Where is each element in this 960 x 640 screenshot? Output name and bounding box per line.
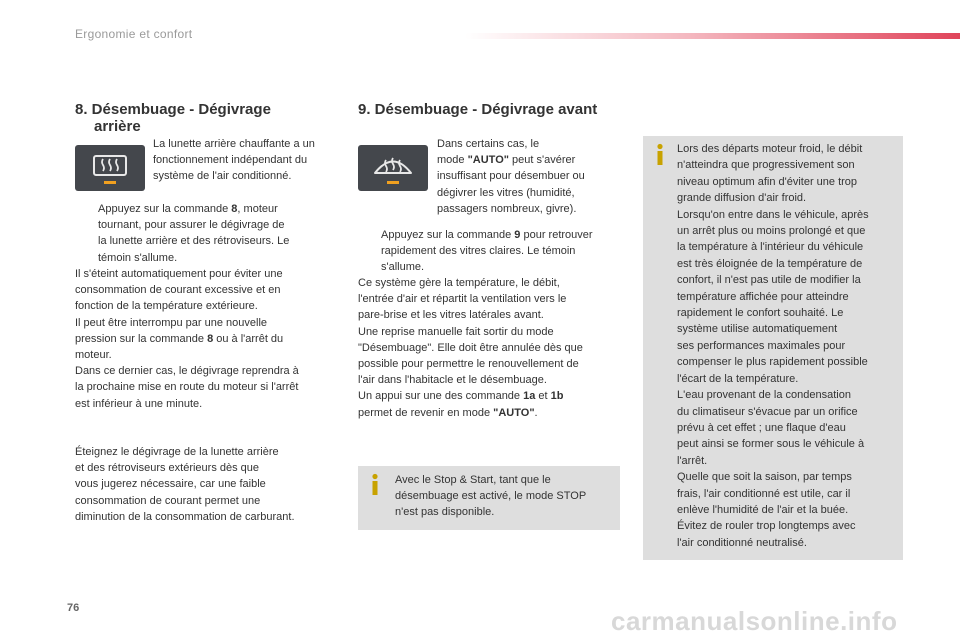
rear-defrost-instruction — [98, 201, 289, 266]
page-number: 76 — [67, 602, 80, 614]
text-line: témoin s'allume. — [98, 251, 178, 264]
text-line: Quelle que soit la saison, par temps — [677, 471, 852, 484]
text-line: Lors des départs moteur froid, le débit — [677, 143, 863, 155]
text-line: rapidement le confort souhaité. Le — [677, 307, 844, 320]
text-line: tournant, pour assurer le dégivrage de — [98, 219, 285, 232]
text-line: Avec le Stop & Start, tant que le — [395, 474, 551, 486]
heading-rear-defrost — [75, 101, 271, 135]
comfort-info-text — [677, 141, 869, 551]
text-line: frais, l'air conditionné est utile, car il — [677, 487, 851, 500]
text-line: fonctionnement indépendant du — [153, 154, 308, 167]
text-line: est très éloignée de la température de — [677, 257, 863, 270]
text-line: Il peut être interrompu par une nouvelle — [75, 316, 268, 329]
text-line: mode "AUTO" peut s'avérer — [437, 154, 576, 167]
front-defrost-button — [358, 145, 428, 191]
text-line: l'air conditionné neutralisé. — [677, 536, 807, 549]
section-title: Ergonomie et confort — [75, 27, 193, 41]
heading-front-defrost: 9. Désembuage - Dégivrage avant — [358, 101, 598, 118]
text-line: Lorsqu'on entre dans le véhicule, après — [677, 208, 869, 221]
text-line: Évitez de rouler trop longtemps avec — [677, 520, 856, 533]
text-line: insuffisant pour désembuer ou — [437, 170, 585, 183]
text-line: n'atteindra que progressivement son — [677, 159, 855, 172]
text-line: dégivrer les vitres (humidité, — [437, 186, 575, 199]
text-line: Il s'éteint automatiquement pour éviter une — [75, 268, 283, 280]
text-line: est inférieur à une minute. — [75, 397, 203, 410]
text-line: L'eau provenant de la condensation — [677, 389, 851, 402]
text-line: Éteignez le dégivrage de la lunette arrière — [75, 446, 279, 458]
watermark: carmanualsonline.info — [611, 606, 898, 636]
text-line: pare-brise et les vitres latérales avant. — [358, 309, 544, 322]
text-line: Une reprise manuelle fait sortir du mode — [358, 325, 554, 338]
info-icon — [368, 473, 382, 497]
info-icon — [653, 143, 667, 167]
text-line: la température à l'intérieur du véhicule — [677, 241, 864, 254]
text-line: Dans certains cas, le — [437, 138, 540, 150]
text-line: pression sur la commande 8 ou à l'arrêt du — [75, 332, 284, 345]
text-line: diminution de la consommation de carburant. — [75, 510, 295, 523]
text-line: peut ainsi se former sous le véhicule à — [677, 438, 865, 451]
text-line: possible pour permettre le renouvellement de — [358, 358, 579, 371]
text-line: désembuage est activé, le mode STOP — [395, 490, 587, 503]
text-line: vous jugerez nécessaire, car une faible — [75, 478, 266, 491]
text-line: s'allume. — [381, 261, 425, 274]
comfort-info-box — [643, 136, 903, 560]
text-line: système utilise automatiquement — [677, 323, 838, 336]
text-line: la lunette arrière et des rétroviseurs. Le — [98, 235, 290, 248]
text-line: Appuyez sur la commande 8, moteur — [98, 203, 278, 215]
text-line: un arrêt plus ou moins prolongé et que — [677, 225, 866, 238]
front-defrost-intro — [437, 136, 585, 217]
heading-line: arrière — [94, 118, 141, 135]
text-line: n'est pas disponible. — [395, 506, 495, 519]
rear-defrost-button — [75, 145, 145, 191]
text-line: enlève l'humidité de l'air et la buée. — [677, 503, 849, 516]
rear-defrost-intro — [153, 136, 315, 185]
text-line: consommation de courant permet une — [75, 494, 261, 507]
rear-defrost-icon — [75, 145, 145, 191]
text-line: prévu à cet effet ; une flaque d'eau — [677, 421, 846, 434]
text-line: température affichée pour atteindre — [677, 290, 849, 303]
text-line: l'air dans l'habitacle et le désembuage. — [358, 374, 547, 387]
stop-start-info-text — [395, 472, 586, 521]
front-defrost-instruction — [381, 227, 593, 276]
text-line: l'arrêt. — [677, 454, 708, 467]
text-line: l'entrée d'air et répartit la ventilation vers le — [358, 293, 567, 306]
text-line: système de l'air conditionné. — [153, 170, 292, 183]
text-line: Ce système gère la température, le débit, — [358, 277, 560, 289]
rear-defrost-body — [75, 266, 299, 412]
text-line: et des rétroviseurs extérieurs dès que — [75, 462, 260, 475]
text-line: fonction de la température extérieure. — [75, 300, 258, 313]
text-line: l'écart de la température. — [677, 372, 799, 385]
stop-start-info-box — [358, 466, 620, 530]
front-defrost-icon — [358, 145, 428, 191]
text-line: moteur. — [75, 349, 112, 362]
text-line: La lunette arrière chauffante a un — [153, 138, 315, 150]
text-line: passagers nombreux, givre). — [437, 202, 577, 215]
text-line: ses performances maximales pour — [677, 339, 846, 352]
text-line: la prochaine mise en route du moteur si l'arrêt — [75, 381, 299, 394]
heading-line: 8. Désembuage - Dégivrage — [75, 101, 271, 118]
text-line: Appuyez sur la commande 9 pour retrouver — [381, 229, 593, 241]
text-line: permet de revenir en mode "AUTO". — [358, 406, 538, 419]
text-line: "Désembuage". Elle doit être annulée dès que — [358, 341, 583, 354]
text-line: consommation de courant excessive et en — [75, 284, 281, 297]
text-line: confort, il n'est pas utile de modifier la — [677, 274, 861, 287]
text-line: grande diffusion d'air froid. — [677, 192, 807, 205]
text-line: compenser le plus rapidement possible — [677, 356, 868, 369]
text-line: Dans ce dernier cas, le dégivrage reprendra à — [75, 365, 299, 378]
header-accent-line — [465, 33, 960, 39]
text-line: rapidement des vitres claires. Le témoin — [381, 245, 576, 258]
front-defrost-body — [358, 275, 583, 421]
eco-advice — [75, 444, 295, 525]
text-line: Un appui sur une des commande 1a et 1b — [358, 390, 564, 403]
text-line: niveau optimum afin d'éviter une trop — [677, 175, 858, 188]
text-line: du climatiseur s'évacue par un orifice — [677, 405, 858, 418]
